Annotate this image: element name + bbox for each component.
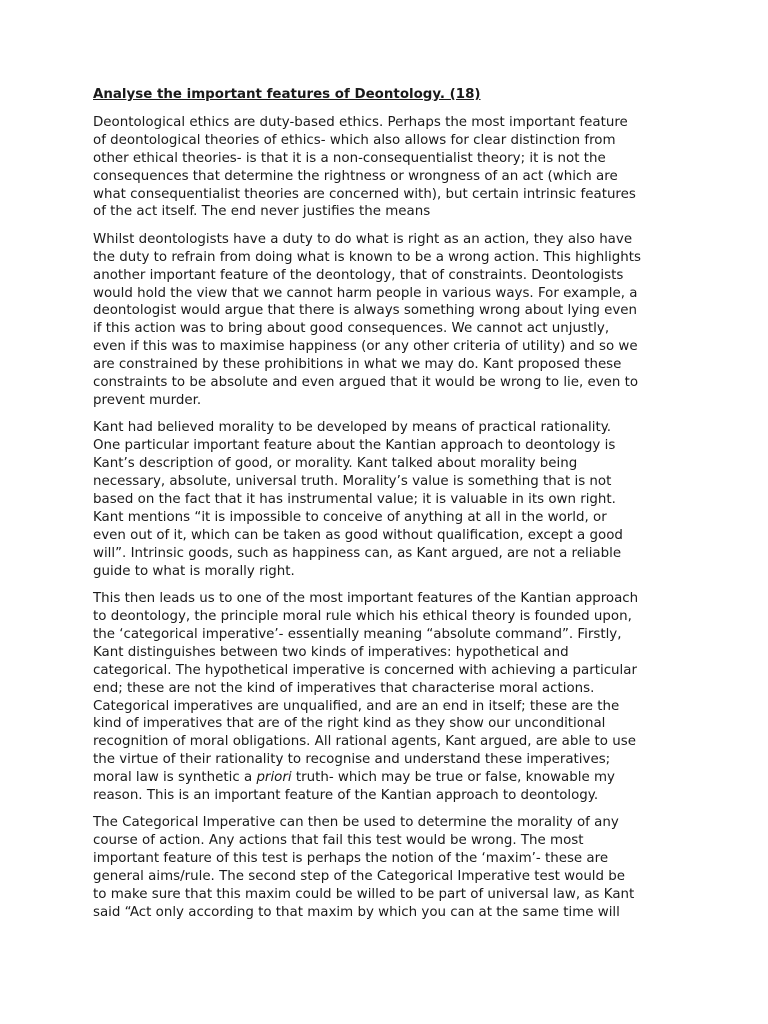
text-line: end; these are not the kind of imperatives that characterise moral actions. bbox=[93, 680, 595, 696]
text-line: if this action was to bring about good consequences. We cannot act unjustly, bbox=[93, 321, 610, 337]
text-line: the ‘categorical imperative’- essentially meaning “absolute command”. Firstly, bbox=[93, 626, 622, 642]
text-line: will”. Intrinsic goods, such as happiness can, as Kant argued, are not a reliable bbox=[93, 545, 622, 561]
text-line: consequences that determine the rightness or wrongness of an act (which are bbox=[93, 168, 618, 184]
text-line: based on the fact that it has instrumental value; it is valuable in its own right. bbox=[93, 492, 616, 508]
text-line: are constrained by these prohibitions in what we may do. Kant proposed these bbox=[93, 357, 622, 373]
text-line: deontologist would argue that there is always something wrong about lying even bbox=[93, 303, 638, 319]
text-line: of deontological theories of ethics- which also allows for clear distinction from bbox=[93, 132, 616, 148]
text-line: Kant’s description of good, or morality. Kant talked about morality being bbox=[93, 456, 578, 472]
text-line: another important feature of the deontology, that of constraints. Deontologists bbox=[93, 267, 624, 283]
text-line: Whilst deontologists have a duty to do what is right as an action, they also have bbox=[93, 231, 633, 247]
text-line: said “Act only according to that maxim by which you can at the same time will bbox=[93, 904, 620, 920]
text-line: categorical. The hypothetical imperative is concerned with achieving a particular bbox=[93, 662, 637, 678]
text-line: other ethical theories- is that it is a non-consequentialist theory; it is not the bbox=[93, 150, 606, 166]
text-line: even if this was to maximise happiness (or any other criteria of utility) and so we bbox=[93, 339, 638, 355]
text-line: kind of imperatives that are of the right kind as they show our unconditional bbox=[93, 716, 606, 732]
text-line: One particular important feature about the Kantian approach to deontology is bbox=[93, 438, 616, 454]
text-line: the duty to refrain from doing what is known to be a wrong action. This highlights bbox=[93, 249, 641, 265]
paragraph-3 bbox=[93, 419, 679, 580]
text-line: guide to what is morally right. bbox=[93, 563, 295, 579]
text-line: prevent murder. bbox=[93, 393, 202, 408]
text-line: Kant had believed morality to be developed by means of practical rationality. bbox=[93, 420, 612, 436]
text-line: would hold the view that we cannot harm people in various ways. For example, a bbox=[93, 285, 638, 301]
text-line: reason. This is an important feature of the Kantian approach to deontology. bbox=[93, 788, 599, 804]
text-line: general aims/rule. The second step of the Categorical Imperative test would be bbox=[93, 869, 626, 885]
paragraph-5 bbox=[93, 814, 679, 921]
text-line: course of action. Any actions that fail this test would be wrong. The most bbox=[93, 833, 584, 849]
text-line-with-italic bbox=[93, 769, 679, 787]
text-line: the virtue of their rationality to recognise and understand these imperatives; bbox=[93, 752, 611, 768]
paragraph-4 bbox=[93, 590, 679, 805]
document-page bbox=[93, 86, 679, 931]
text-line: to deontology, the principle moral rule which his ethical theory is founded upon, bbox=[93, 608, 632, 624]
text-segment: moral law is synthetic a bbox=[93, 770, 257, 786]
text-line: Kant mentions “it is impossible to conceive of anything at all in the world, or bbox=[93, 509, 607, 525]
paragraph-1 bbox=[93, 114, 679, 221]
text-line: Kant distinguishes between two kinds of imperatives: hypothetical and bbox=[93, 644, 569, 660]
text-line: even out of it, which can be taken as good without qualification, except a good bbox=[93, 527, 623, 543]
text-line: Categorical imperatives are unqualified, and are an end in itself; these are the bbox=[93, 698, 620, 714]
text-line: constraints to be absolute and even argued that it would be wrong to lie, even to bbox=[93, 375, 639, 391]
text-line: to make sure that this maxim could be willed to be part of universal law, as Kant bbox=[93, 887, 635, 903]
text-line: important feature of this test is perhaps the notion of the ‘maxim’- these are bbox=[93, 851, 609, 867]
text-line: necessary, absolute, universal truth. Morality’s value is something that is not bbox=[93, 474, 612, 490]
document-title: Analyse the important features of Deontology. (18) bbox=[93, 87, 481, 102]
text-line: Deontological ethics are duty-based ethics. Perhaps the most important feature bbox=[93, 114, 628, 130]
text-line: recognition of moral obligations. All rational agents, Kant argued, are able to use bbox=[93, 734, 636, 750]
text-line: The Categorical Imperative can then be used to determine the morality of any bbox=[93, 815, 619, 831]
paragraph-2 bbox=[93, 231, 679, 410]
text-line: what consequentialist theories are concerned with), but certain intrinsic features bbox=[93, 186, 636, 202]
italic-term: priori bbox=[256, 770, 292, 786]
text-line: This then leads us to one of the most important features of the Kantian approach bbox=[93, 591, 639, 607]
text-segment: truth- which may be true or false, knowable my bbox=[291, 770, 615, 786]
text-line: of the act itself. The end never justifies the means bbox=[93, 204, 431, 220]
